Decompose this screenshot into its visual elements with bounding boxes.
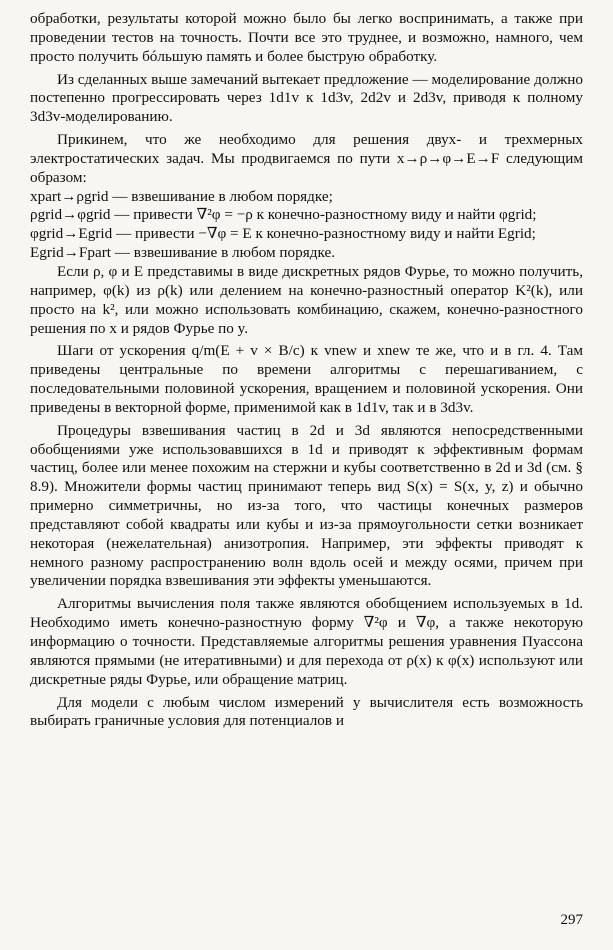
paragraph: Для модели с любым числом измерений у вычислителя есть возможность выбирать граничные условия для потенциалов и <box>30 693 583 730</box>
paragraph: Из сделанных выше замечаний вытекает предложение — моделирование должно постепенно прогрессировать через 1d1v к 1d3v, 2d2v и 2d3v, приводя к полному 3d3v-моделированию. <box>30 70 583 126</box>
paragraph: Алгоритмы вычисления поля также являются обобщением используемых в 1d. Необходимо иметь конечно-разностную форму ∇²φ и ∇φ, а также некоторую информацию о точности. Представляемые алгоритмы решения уравнения Пуассона являются прямыми (не итеративными) и для перехода от ρ(x) к φ(x) используют или дискретные ряды Фурье, или обращение матриц. <box>30 595 583 688</box>
paragraph: Если ρ, φ и E представимы в виде дискретных рядов Фурье, то можно получить, например, φ(k) из ρ(k) или делением на конечно-разностный оператор K²(k), или просто на k², или можно использовать комбинацию, скажем, конечно-разностного решения по x и рядов Фурье по y. <box>30 262 583 337</box>
paragraph: Шаги от ускорения q/m(E + v × B/c) к vnew и xnew те же, что и в гл. 4. Там приведены центральные по времени алгоритмы с перешагиванием, с последовательными половиной ускорения, вращением и половиной ускорения. Они приведены в векторной форме, применимой как в 1d1v, так и в 3d3v. <box>30 342 583 416</box>
page-number: 297 <box>560 912 583 928</box>
page-text <box>30 10 583 731</box>
paragraph: обработки, результаты которой можно было бы легко воспринимать, а также при проведении тестов на точность. Почти все это труднее, и возможно, намного, чем просто получить бóльшую память и более быструю обработку. <box>30 10 583 65</box>
paragraph: Прикинем, что же необходимо для решения двух- и трехмерных электростатических задач. Мы продвигаемся по пути x→ρ→φ→E→F следующим образом: <box>30 131 583 186</box>
formula-line: xpart→ρgrid — взвешивание в любом порядке; <box>30 187 333 205</box>
formula-line: Egrid→Fpart — взвешивание в любом порядке. <box>30 244 335 262</box>
formula-line: ρgrid→φgrid — привести ∇²φ = −ρ к конечно-разностному виду и найти φgrid; <box>30 206 537 224</box>
paragraph: Процедуры взвешивания частиц в 2d и 3d являются непосредственными обобщениями уже использовавшихся в 1d и приводят к эффективным формам частиц, более или менее похожим на стержни и кубы соответственно в 2d и 3d (см. § 8.9). Множители формы частиц принимают теперь вид S(x) = S(x, y, z) и обычно примерно симметричны, но из-за того, что частицы конечных размеров представляют собой квадраты или кубы и из-за прямоугольности сетки возникает некоторая (нежелательная) анизотропия. Например, эти эффекты приводят к немного разному распространению волн вдоль осей и между осями, причем при увеличении порядка взвешивания эти эффекты уменьшаются. <box>30 421 583 590</box>
formula-line: φgrid→Egrid — привести −∇φ = E к конечно-разностному виду и найти Egrid; <box>30 225 536 243</box>
